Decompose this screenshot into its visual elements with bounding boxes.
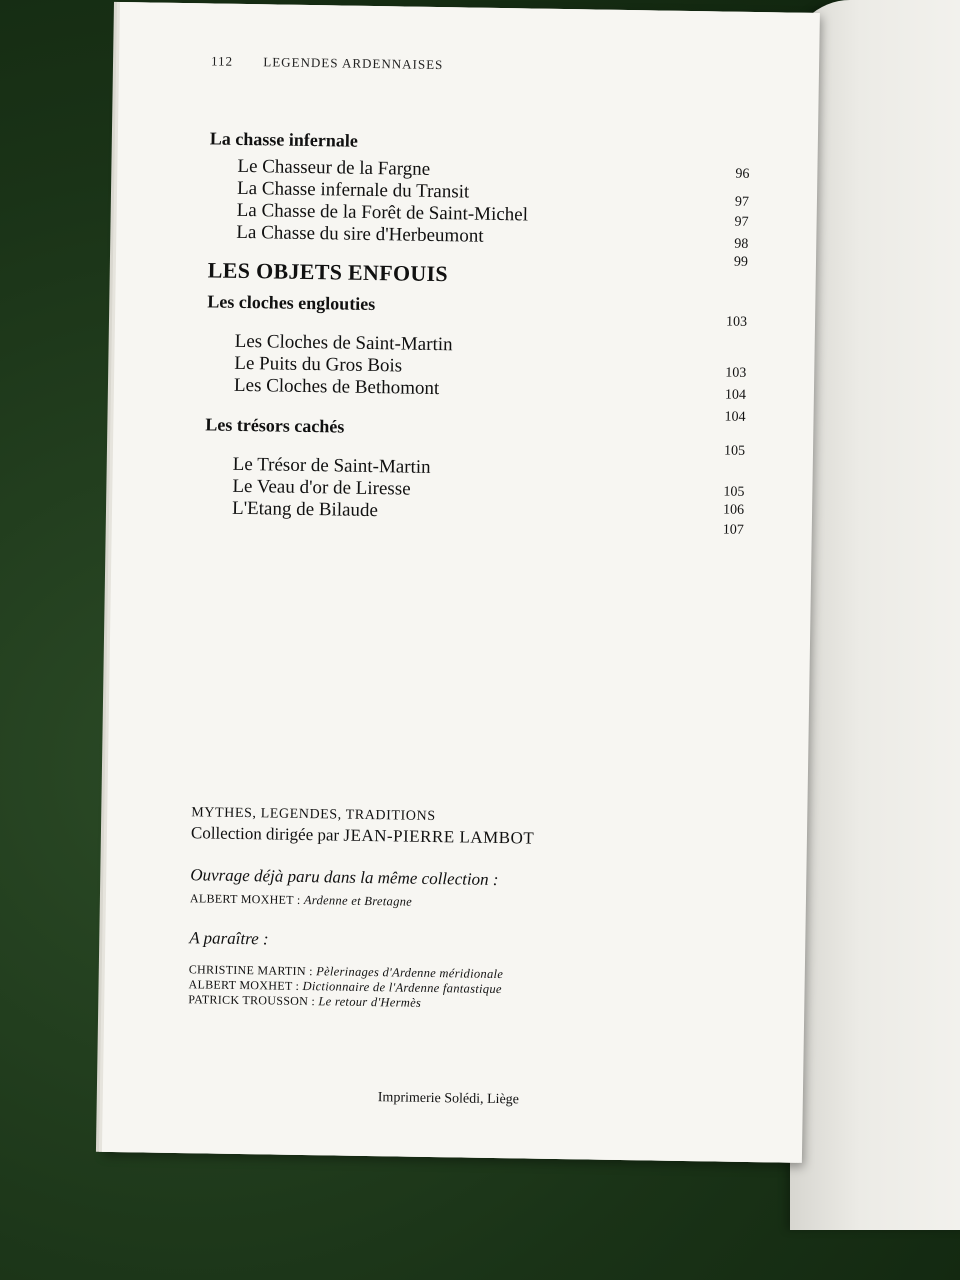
toc-entry-page: 104	[724, 387, 747, 403]
book-title: Pèlerinages d'Ardenne méridionale	[316, 964, 504, 982]
toc-entry-page: 104	[724, 409, 746, 425]
toc-entry-label: Le Trésor de Saint-Martin	[232, 453, 431, 478]
section-title: Les trésors cachés	[205, 414, 345, 437]
book-title: Dictionnaire de l'Ardenne fantastique	[302, 978, 502, 997]
page-number: 112	[210, 53, 234, 69]
collection-notice	[188, 805, 751, 1016]
book-author: PATRICK TROUSSON :	[188, 992, 316, 1009]
toc-entry-label: Les Cloches de Saint-Martin	[234, 330, 453, 356]
book-title: Ardenne et Bretagne	[303, 893, 413, 909]
director-name: JEAN-PIERRE LAMBOT	[343, 825, 535, 848]
printer-credit: Imprimerie Solédi, Liège	[377, 1090, 520, 1108]
toc-entry-label: Les Cloches de Bethomont	[233, 374, 440, 400]
series-name: MYTHES, LEGENDES, TRADITIONS	[191, 805, 436, 825]
toc-entry-page: 96	[735, 166, 750, 182]
director-prefix: Collection dirigée par	[190, 823, 340, 845]
toc-entry-page: 107	[722, 522, 744, 538]
toc-entry-label: La Chasse infernale du Transit	[236, 177, 470, 203]
toc-entry-page: 103	[725, 365, 747, 381]
toc-entry-page: 97	[734, 214, 749, 230]
toc-entry-page: 105	[723, 443, 746, 459]
book-author: CHRISTINE MARTIN :	[188, 962, 313, 979]
book-page	[102, 2, 820, 1163]
published-heading: Ouvrage déjà paru dans la même collection :	[190, 865, 499, 890]
toc-entry-page: 103	[725, 314, 748, 330]
toc-entry-label: L'Etang de Bilaude	[231, 497, 379, 522]
toc-entry-label: Le Chasseur de la Fargne	[237, 155, 431, 180]
book-title: Le retour d'Hermès	[318, 994, 422, 1010]
toc-entry-label: La Chasse du sire d'Herbeumont	[236, 221, 484, 247]
book-author: ALBERT MOXHET :	[189, 891, 301, 907]
table-of-contents	[204, 128, 750, 538]
section-title: Les cloches englouties	[207, 291, 376, 315]
part-title: LES OBJETS ENFOUIS	[207, 257, 449, 287]
toc-entry-label: Le Puits du Gros Bois	[234, 352, 403, 377]
running-title: LEGENDES ARDENNAISES	[263, 54, 444, 73]
toc-entry-page: 98	[734, 236, 749, 252]
toc-entry-page: 106	[722, 502, 745, 518]
toc-entry-page: 99	[733, 254, 749, 270]
toc-entry-page: 105	[723, 484, 745, 500]
section-title: La chasse infernale	[209, 128, 359, 151]
book-author: ALBERT MOXHET :	[188, 977, 300, 993]
toc-entry-page: 97	[734, 194, 750, 210]
toc-entry-label: Le Veau d'or de Liresse	[232, 475, 411, 500]
running-header	[211, 53, 443, 73]
forthcoming-heading: A paraître :	[189, 928, 269, 949]
toc-entry-label: La Chasse de la Forêt de Saint-Michel	[236, 199, 529, 226]
